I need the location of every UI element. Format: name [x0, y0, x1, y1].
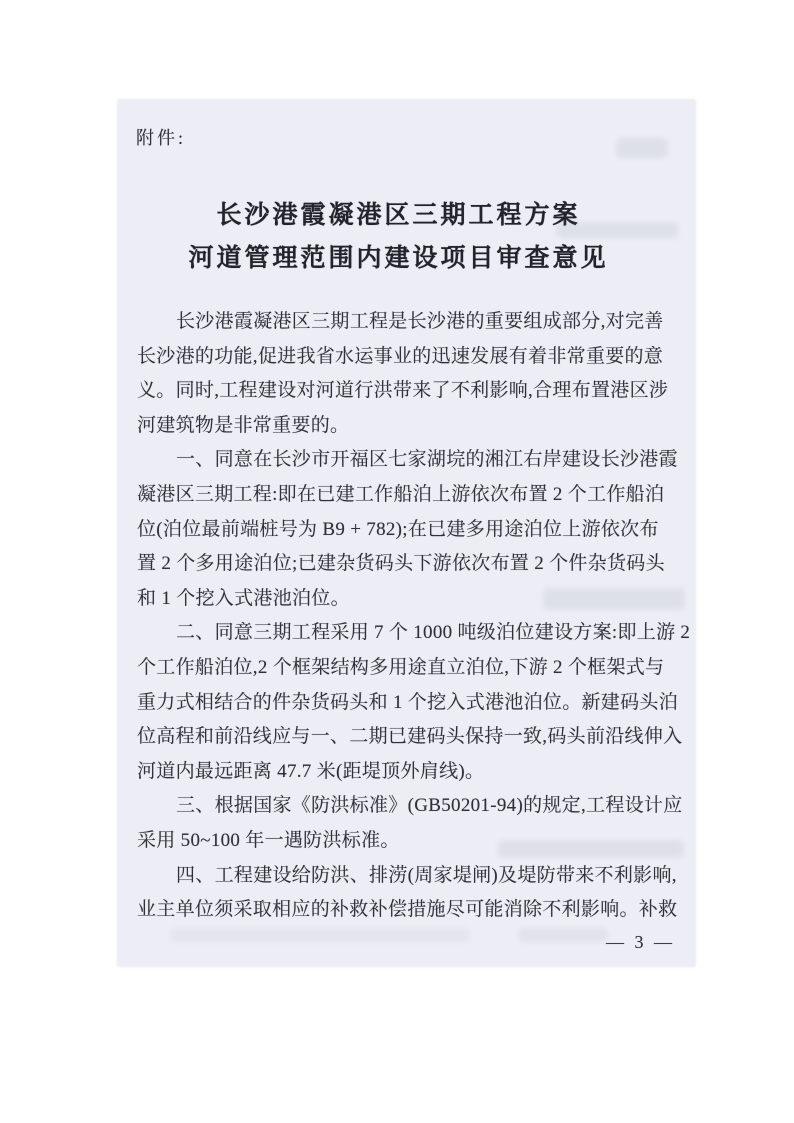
title-line-2: 河道管理范围内建设项目审查意见 [188, 245, 609, 272]
body-line: 义。同时,工程建设对河道行洪带来了不利影响,合理布置港区涉 [137, 380, 669, 402]
page-number: — 3 — [606, 932, 675, 952]
body-line: 重力式相结合的件杂货码头和 1 个挖入式港池泊位。新建码头泊 [137, 691, 679, 713]
body-line: 四、工程建设给防洪、排涝(周家堤闸)及堤防带来不利影响, [176, 864, 677, 886]
document-body [137, 305, 689, 928]
scanned-sheet [118, 100, 695, 966]
body-line: 河建筑物是非常重要的。 [137, 414, 350, 436]
body-line: 置 2 个多用途泊位;已建杂货码头下游依次布置 2 个件杂货码头 [137, 553, 665, 575]
body-line: 一、同意在长沙市开福区七家湖垸的湘江右岸建设长沙港霞 [176, 449, 678, 471]
body-line: 业主单位须采取相应的补救补偿措施尽可能消除不利影响。补救 [137, 899, 678, 921]
document-title [110, 194, 687, 280]
body-line: 采用 50~100 年一遇防洪标准。 [137, 829, 400, 851]
body-line: 三、根据国家《防洪标准》(GB50201-94)的规定,工程设计应 [176, 795, 683, 817]
scan-artifact [518, 928, 608, 942]
body-line: 二、同意三期工程采用 7 个 1000 吨级泊位建设方案:即上游 2 [176, 622, 691, 644]
body-line: 和 1 个挖入式港池泊位。 [137, 587, 350, 609]
body-line: 河道内最远距离 47.7 米(距堤顶外肩线)。 [137, 760, 485, 782]
attachment-label: 附件: [136, 128, 187, 148]
scan-artifact [616, 138, 668, 158]
body-line: 位(泊位最前端桩号为 B9 + 782);在已建多用途泊位上游依次布 [137, 518, 659, 540]
body-line: 位高程和前沿线应与一、二期已建码头保持一致,码头前沿线伸入 [137, 726, 683, 748]
scan-artifact [170, 928, 470, 942]
body-line: 凝港区三期工程:即在已建工作船泊上游依次布置 2 个工作船泊 [137, 483, 665, 505]
title-line-1: 长沙港霞凝港区三期工程方案 [216, 202, 581, 229]
body-line: 长沙港的功能,促进我省水运事业的迅速发展有着非常重要的意 [137, 345, 664, 367]
body-line: 长沙港霞凝港区三期工程是长沙港的重要组成部分,对完善 [176, 311, 664, 332]
body-line: 个工作船泊位,2 个框架结构多用途直立泊位,下游 2 个框架式与 [137, 656, 665, 678]
